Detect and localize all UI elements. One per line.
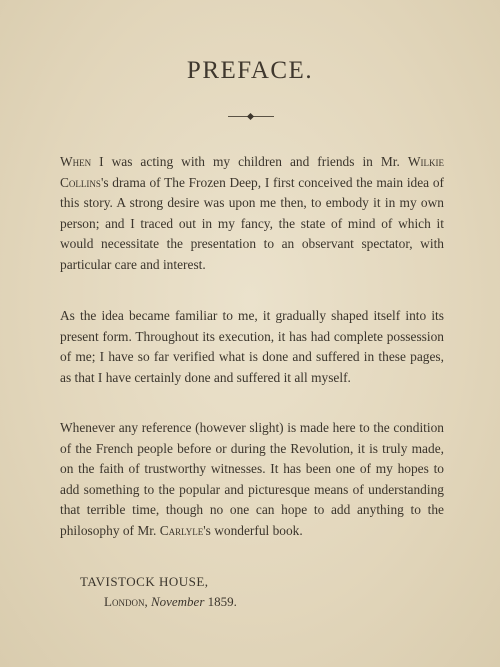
- paragraph-1: [60, 152, 444, 275]
- ornament-divider: [228, 115, 274, 119]
- paragraph-3-text-a: Whenever any reference (however slight) is made here to the condition of the French people before or during the Revolution, it is truly made, on the faith of trustworthy witnesses. It has been one of my hopes to add something to the popular and picturesque means of understanding that terrible time, though no one can hope to add anything to the philosophy of Mr.: [60, 420, 444, 538]
- paragraph-1-text-a: I was acting with my children and friends in Mr.: [91, 154, 408, 169]
- paragraph-3-text-b: 's wonderful book.: [203, 522, 303, 538]
- signature-city: London,: [104, 594, 148, 609]
- paragraph-3: [60, 418, 444, 541]
- paragraph-2: As the idea became familiar to me, it gradually shaped itself into its present form. Throughout its execution, it has had complete possession of me; I have so far verified what is done and suffered in these pages, as that I have certainly done and suffered it all myself.: [60, 308, 444, 385]
- signature-date: [104, 594, 237, 610]
- signature-place: TAVISTOCK HOUSE,: [80, 574, 209, 589]
- paragraph-1-text-b: 's drama of The Frozen Deep, I first conceived the main idea of this story. A strong desire was upon me then, to embody it in my own person; and I traced out in my fancy, the state of mind of which it would necessitate the presentation to an observant spectator, with particular care and interest.: [60, 174, 444, 272]
- signature-year: 1859.: [207, 594, 237, 609]
- page-title: PREFACE.: [186, 57, 314, 84]
- paragraph-3-name: Carlyle: [159, 522, 204, 538]
- signature-month: November: [150, 594, 205, 609]
- paragraph-1-lead: When: [60, 154, 92, 169]
- paragraph-1-name: Wilkie Collins: [60, 154, 444, 190]
- ornament-diamond-icon: [247, 113, 254, 120]
